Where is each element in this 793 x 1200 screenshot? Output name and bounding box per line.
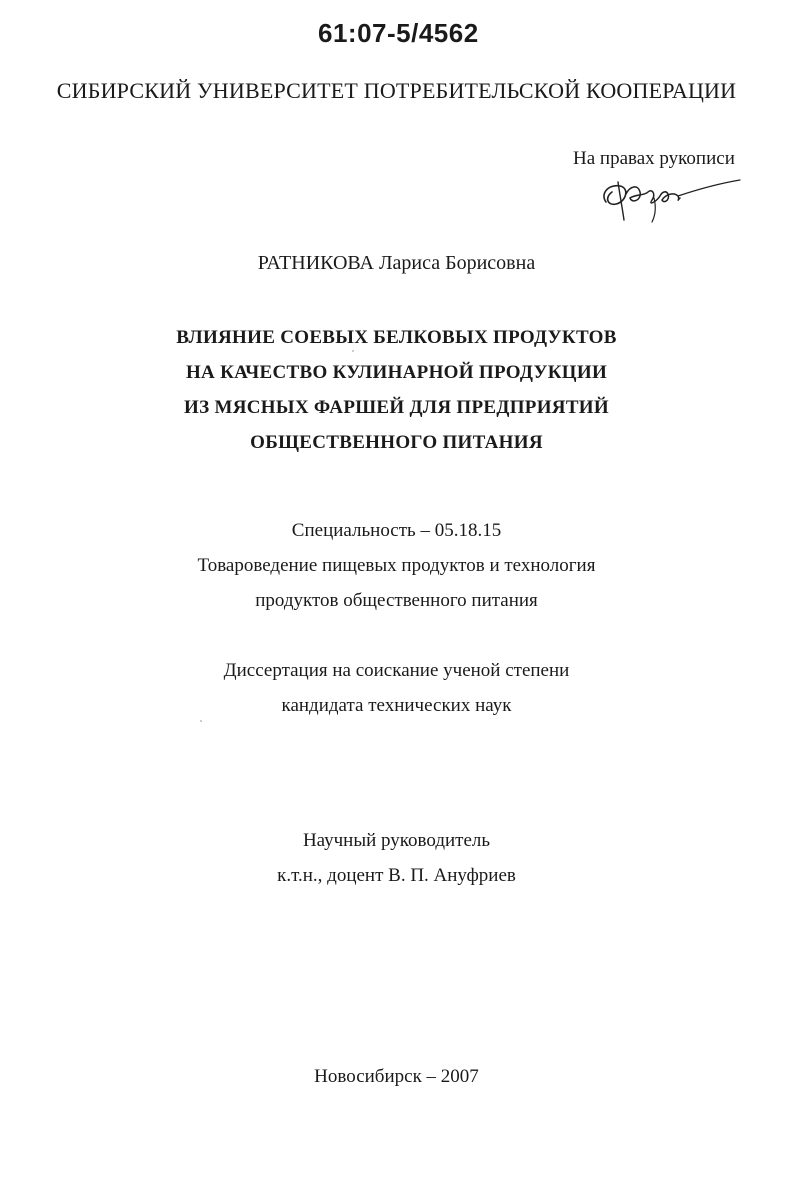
specialty-block xyxy=(0,513,793,618)
supervisor-role: Научный руководитель xyxy=(302,830,491,851)
university-name: СИБИРСКИЙ УНИВЕРСИТЕТ ПОТРЕБИТЕЛЬСКОЙ КООПЕРАЦИИ xyxy=(56,78,737,103)
title-line: ИЗ МЯСНЫХ ФАРШЕЙ ДЛЯ ПРЕДПРИЯТИЙ xyxy=(184,397,609,418)
title-line: ОБЩЕСТВЕННОГО ПИТАНИЯ xyxy=(250,432,543,453)
degree-line: Диссертация на соискание ученой степени xyxy=(223,660,570,681)
title-line: НА КАЧЕСТВО КУЛИНАРНОЙ ПРОДУКЦИИ xyxy=(185,362,608,383)
dissertation-title xyxy=(0,320,793,460)
manuscript-rights-note: На правах рукописи xyxy=(573,148,735,169)
specialty-name-line: Товароведение пищевых продуктов и технология xyxy=(197,555,596,576)
scan-speck xyxy=(200,720,202,722)
supervisor-block xyxy=(0,823,793,893)
catalog-number: 61:07-5/4562 xyxy=(318,18,479,48)
specialty-name-line: продуктов общественного питания xyxy=(255,590,538,611)
author-given-names: Лариса Борисовна xyxy=(378,252,536,274)
city-year: Новосибирск – 2007 xyxy=(314,1066,479,1087)
author-surname: РАТНИКОВА xyxy=(257,252,374,274)
handwritten-signature-icon xyxy=(596,172,744,226)
specialty-code: Специальность – 05.18.15 xyxy=(291,520,502,541)
degree-block xyxy=(0,653,793,723)
title-line: ВЛИЯНИЕ СОЕВЫХ БЕЛКОВЫХ ПРОДУКТОВ xyxy=(176,327,617,348)
degree-line: кандидата технических наук xyxy=(281,695,512,716)
supervisor-name: к.т.н., доцент В. П. Ануфриев xyxy=(277,865,516,886)
author-name xyxy=(0,252,793,275)
scan-speck xyxy=(352,350,354,352)
